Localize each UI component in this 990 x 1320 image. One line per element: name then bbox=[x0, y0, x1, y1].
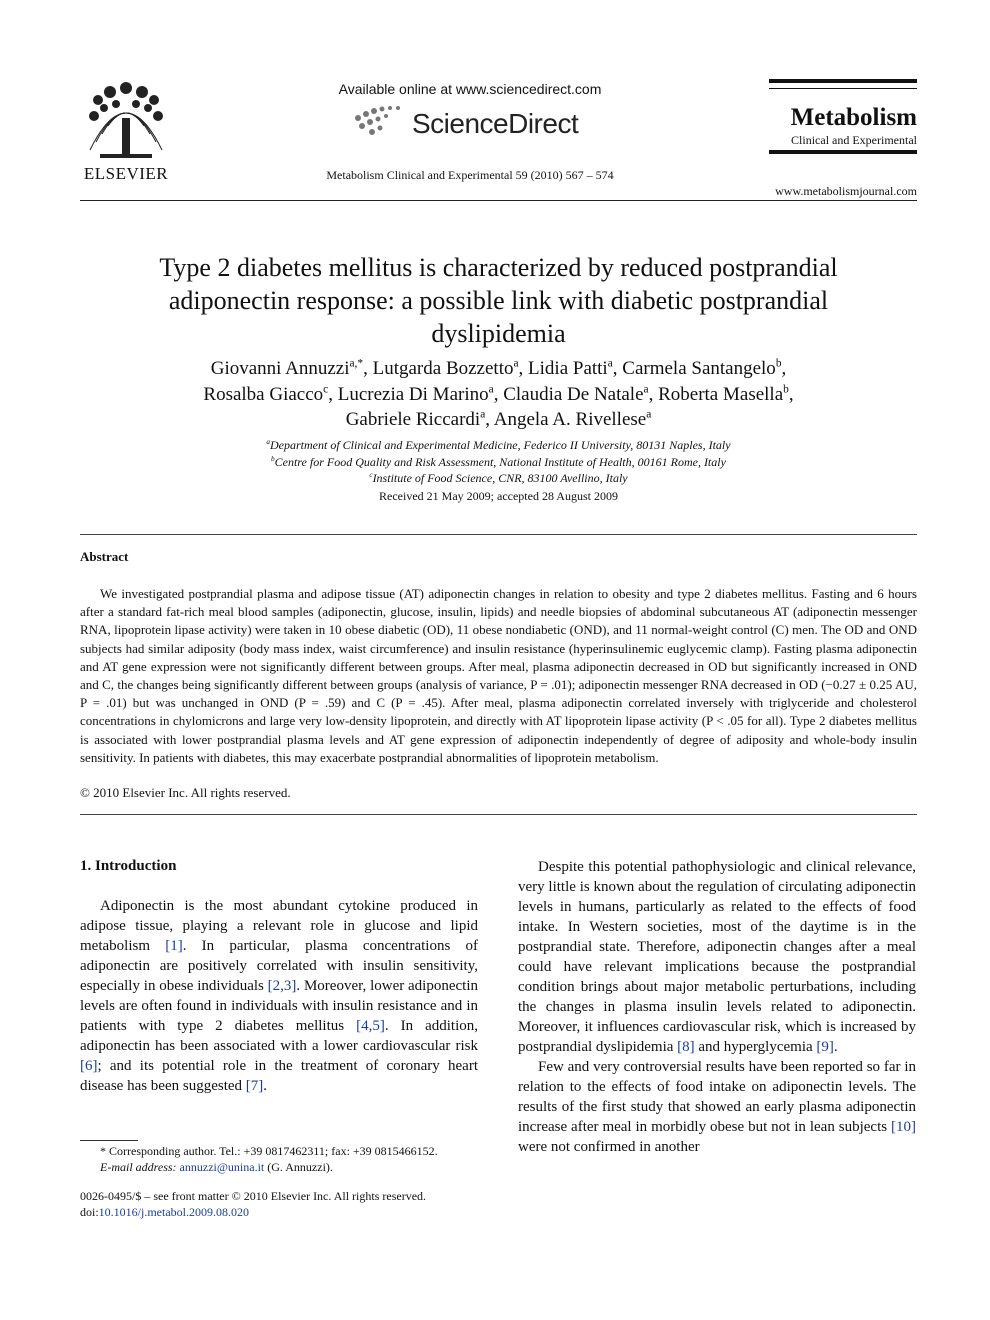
header-divider bbox=[80, 200, 917, 201]
left-column bbox=[80, 896, 478, 1096]
journal-name: Metabolism bbox=[790, 104, 917, 131]
citation-link[interactable]: [6] bbox=[80, 1058, 98, 1074]
author-name: Lidia Patti bbox=[528, 358, 608, 379]
journal-rule bbox=[769, 150, 917, 154]
author-name: Lutgarda Bozzetto bbox=[372, 358, 514, 379]
citation-link[interactable]: [7] bbox=[245, 1078, 264, 1094]
affiliation: $^b$Centre for Food Quality and Risk Assessment, National Institute of Health, 00161 Rome, Italy bbox=[271, 455, 726, 469]
author-name: Angela A. Rivellese bbox=[493, 409, 647, 430]
author-name: Lucrezia Di Marino bbox=[337, 384, 489, 405]
citation-link[interactable]: [1] bbox=[165, 938, 183, 954]
doi-line: doi:10.1016/j.metabol.2009.08.020 bbox=[80, 1205, 249, 1219]
abstract-divider bbox=[80, 814, 917, 815]
paragraph-text: were not confirmed in another bbox=[518, 1139, 700, 1155]
journal-citation: Metabolism Clinical and Experimental 59 (2010) 567 – 574 bbox=[326, 168, 614, 182]
author-line: Gabriele Riccardi$^a$, Angela A. Rivellese$^a$ bbox=[345, 408, 652, 430]
paragraph-text: . In particular, plasma concentrations of adiponectin are positively correlated with insulin sensitivity, especially in obese individuals bbox=[80, 938, 479, 994]
journal-rule bbox=[769, 79, 917, 83]
doi-link[interactable]: 10.1016/j.metabol.2009.08.020 bbox=[98, 1205, 249, 1219]
paragraph-text: . bbox=[263, 1078, 268, 1094]
author-name: Claudia De Natale bbox=[503, 384, 644, 405]
journal-subtitle: Clinical and Experimental bbox=[791, 133, 917, 147]
paragraph-text: Adiponectin is the most abundant cytokine produced in adipose tissue, playing a relevant role in glucose and lipid metabolism bbox=[80, 898, 478, 954]
paragraph-text: ; and its potential role in the treatment of coronary heart disease has been suggested bbox=[80, 1058, 478, 1094]
author-line: Giovanni Annuzzi$^{a,*}$, Lutgarda Bozzetto$^a$, Lidia Patti$^a$, Carmela Santangelo$^b$, bbox=[210, 357, 787, 379]
paragraph-text: . In addition, adiponectin has been associated with a lower cardiovascular risk bbox=[80, 1018, 478, 1054]
paragraph bbox=[80, 896, 478, 1096]
front-matter-note: 0026-0495/$ – see front matter © 2010 Elsevier Inc. All rights reserved. bbox=[80, 1189, 427, 1203]
journal-url-link[interactable]: www.metabolismjournal.com bbox=[775, 184, 917, 198]
footnote-rule bbox=[80, 1140, 138, 1141]
email-link[interactable]: annuzzi@unina.it bbox=[179, 1160, 265, 1174]
citation-link[interactable]: [10] bbox=[891, 1119, 916, 1135]
citation-link[interactable]: [9] bbox=[816, 1039, 834, 1055]
email-note: E-mail address: annuzzi@unina.it (G. Annuzzi). bbox=[100, 1160, 333, 1174]
paragraph-text: and hyperglycemia bbox=[694, 1039, 817, 1055]
available-online-text: Available online at www.sciencedirect.com bbox=[338, 81, 602, 97]
author-name: Carmela Santangelo bbox=[622, 358, 776, 379]
corresponding-author-note: * Corresponding author. Tel.: +39 0817462311; fax: +39 0815466152. bbox=[100, 1144, 438, 1158]
author-name: Roberta Masella bbox=[658, 384, 784, 405]
paragraph-text: . bbox=[833, 1039, 838, 1055]
section-heading: 1. Introduction bbox=[80, 858, 177, 874]
right-column bbox=[518, 857, 916, 1157]
citation-link[interactable]: [4,5] bbox=[356, 1018, 385, 1034]
email-label: E-mail address: bbox=[100, 1160, 177, 1174]
received-dates: Received 21 May 2009; accepted 28 August 2009 bbox=[379, 489, 618, 503]
citation-link[interactable]: [2,3] bbox=[267, 978, 297, 994]
abstract-body bbox=[80, 585, 917, 767]
journal-rule bbox=[769, 88, 917, 89]
affiliation: $^c$Institute of Food Science, CNR, 83100 Avellino, Italy bbox=[369, 471, 628, 485]
sciencedirect-wordmark: ScienceDirect bbox=[412, 108, 579, 139]
paragraph bbox=[518, 857, 916, 1057]
citation-link[interactable]: [8] bbox=[677, 1039, 695, 1055]
author-name: Gabriele Riccardi bbox=[345, 409, 481, 430]
paragraph bbox=[518, 1057, 916, 1157]
publisher-name: ELSEVIER bbox=[83, 164, 169, 183]
author-name: Rosalba Giacco bbox=[203, 384, 324, 405]
author-name: Giovanni Annuzzi bbox=[210, 358, 350, 379]
paragraph-text: . Moreover, lower adiponectin levels are often found in individuals with insulin resistance and in patients with type 2 diabetes mellitus bbox=[80, 978, 478, 1034]
abstract-heading: Abstract bbox=[80, 549, 129, 564]
paragraph-text: Despite this potential pathophysiologic and clinical relevance, very little is known about the regulation of circulating adiponectin levels in humans, particularly as related to the effects of food intake. In Western societies, most of the daytime is in the postprandial state. Therefore, adiponectin changes after a meal could have relevant implications because the postprandial condition brings about major metabolic perturbations, including the changes in plasma insulin levels related to adiponectin. Moreover, it influences cardiovascular risk, which is increased by postprandial dyslipidemia bbox=[518, 859, 916, 1055]
author-line: Rosalba Giacco$^c$, Lucrezia Di Marino$^a$, Claudia De Natale$^a$, Roberta Masella$^b$, bbox=[203, 383, 794, 405]
abstract-text: We investigated postprandial plasma and adipose tissue (AT) adiponectin changes in relation to obesity and type 2 diabetes mellitus. Fasting and 6 hours after a standard fat-rich meal blood samples (adiponectin, glucose, insulin, lipids) and needle biopsies of abdominal subcutaneous AT (adiponectin messenger RNA, lipoprotein lipase activity) were taken in 10 obese diabetic (OD), 11 obese nondiabetic (OND), and 11 normal-weight control (C) men. The OD and OND subjects had similar adiposity (body mass index, waist circumference) and insulin resistance (hyperinsulinemic euglycemic clamp). Fasting plasma adiponectin and AT gene expression were not significantly different between groups. After meal, plasma adiponectin decreased in OD but significantly increased in OND and C, the changes being significantly different between groups (analysis of variance, P = .01); adiponectin messenger RNA decreased in OD (−0.27 ± 0.25 AU, P = .01) but was unchanged in OND (P = .59) and C (P = .45). After meal, plasma adiponectin correlated inversely with triglyceride and cholesterol concentrations in chylomicrons and large very low-density lipoprotein, and directly with AT lipoprotein lipase activity (P < .05 for all). Type 2 diabetes mellitus is associated with lower postprandial plasma levels and AT gene expression of adiponectin independently of degree of adiposity and whole-body insulin sensitivity. In patients with diabetes, this may exacerbate postprandial abnormalities of lipoprotein metabolism. bbox=[80, 586, 917, 765]
paragraph-text: Few and very controversial results have been reported so far in relation to the effects of food intake on adiponectin levels. The results of the first study that showed an early plasma adiponectin increase after meal in morbidly obese but not in lean subjects bbox=[518, 1059, 916, 1135]
copyright-notice: © 2010 Elsevier Inc. All rights reserved. bbox=[80, 785, 291, 800]
abstract-divider bbox=[80, 534, 917, 535]
affiliation: $^a$Department of Clinical and Experimental Medicine, Federico II University, 80131 Naples, Italy bbox=[266, 438, 731, 452]
article-title: Type 2 diabetes mellitus is characterized by reduced postprandial adiponectin response: a possible link with diabetic postprandial dyslipidemia bbox=[159, 253, 838, 348]
